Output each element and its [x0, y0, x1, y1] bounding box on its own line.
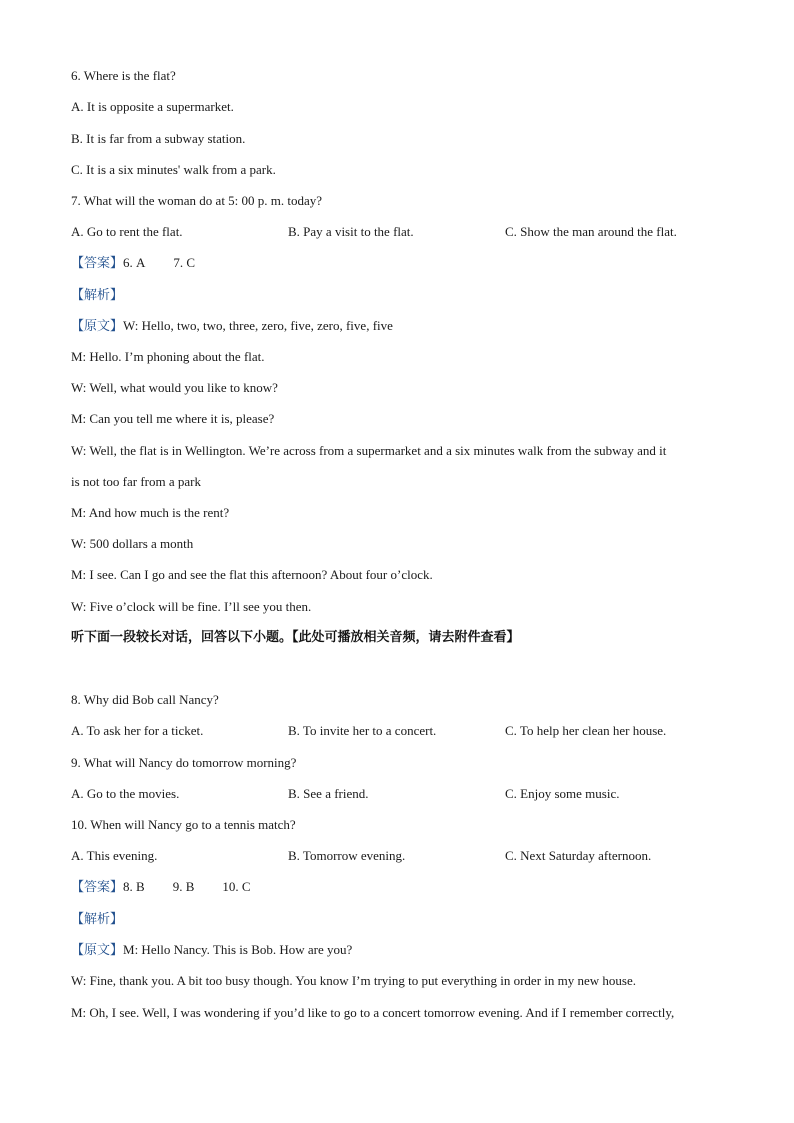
q10-option-c: C. Next Saturday afternoon.: [505, 848, 652, 863]
question-8: 8. Why did Bob call Nancy?: [71, 692, 219, 707]
transcript-1-line-1: [71, 317, 393, 336]
transcript-tag: 【原文】: [71, 319, 124, 334]
transcript-1-line-7: M: And how much is the rent?: [71, 505, 230, 520]
q8-option-a: A. To ask her for a ticket.: [71, 723, 204, 738]
answer-7: 7. C: [173, 255, 196, 270]
analysis-tag: 【解析】: [71, 912, 124, 927]
answer-10: 10. C: [222, 879, 251, 894]
answer-tag: 【答案】: [71, 880, 124, 895]
q9-option-b: B. See a friend.: [288, 786, 369, 801]
answer-tag: 【答案】: [71, 256, 124, 271]
q7-option-c: C. Show the man around the flat.: [505, 224, 677, 239]
transcript-2-line-1: [71, 941, 352, 960]
transcript-1-line-8: W: 500 dollars a month: [71, 536, 194, 551]
answer-9: 9. B: [172, 879, 195, 894]
transcript-2-line-2: W: Fine, thank you. A bit too busy though. You know I’m trying to put everything in order in my new house.: [71, 973, 636, 988]
answer-8: 8. B: [123, 879, 145, 894]
q9-option-c: C. Enjoy some music.: [505, 786, 620, 801]
question-10: 10. When will Nancy go to a tennis match?: [71, 817, 296, 832]
question-9: 9. What will Nancy do tomorrow morning?: [71, 755, 297, 770]
transcript-1-line-5: W: Well, the flat is in Wellington. We’re across from a supermarket and a six minutes walk from the subway and it: [71, 443, 667, 458]
q10-option-a: A. This evening.: [71, 848, 158, 863]
transcript-1-line-6: is not too far from a park: [71, 474, 201, 489]
analysis-line-1: [71, 286, 123, 305]
transcript-1-line-4: M: Can you tell me where it is, please?: [71, 411, 275, 426]
listening-instruction: 听下面一段较长对话，回答以下小题。【此处可播放相关音频，请去附件查看】: [71, 630, 520, 645]
q8-option-b: B. To invite her to a concert.: [288, 723, 437, 738]
answer-6: 6. A: [123, 255, 146, 270]
q10-option-b: B. Tomorrow evening.: [288, 848, 406, 863]
transcript-1-line-9: M: I see. Can I go and see the flat this afternoon? About four o’clock.: [71, 567, 433, 582]
q6-option-a: A. It is opposite a supermarket.: [71, 99, 234, 114]
question-6: 6. Where is the flat?: [71, 68, 176, 83]
q7-option-b: B. Pay a visit to the flat.: [288, 224, 414, 239]
analysis-tag: 【解析】: [71, 288, 124, 303]
answer-line-2: [71, 878, 251, 897]
transcript-text: W: Hello, two, two, three, zero, five, zero, five, five: [123, 318, 393, 333]
q6-option-c: C. It is a six minutes' walk from a park.: [71, 162, 276, 177]
transcript-text: M: Hello Nancy. This is Bob. How are you?: [123, 942, 353, 957]
q8-option-c: C. To help her clean her house.: [505, 723, 667, 738]
answer-line-1: [71, 254, 195, 273]
q7-option-a: A. Go to rent the flat.: [71, 224, 183, 239]
analysis-line-2: [71, 910, 123, 929]
q6-option-b: B. It is far from a subway station.: [71, 131, 246, 146]
transcript-tag: 【原文】: [71, 943, 124, 958]
transcript-2-line-3: M: Oh, I see. Well, I was wondering if you’d like to go to a concert tomorrow evening. And if I remember correctly,: [71, 1005, 675, 1020]
transcript-1-line-10: W: Five o’clock will be fine. I’ll see you then.: [71, 599, 312, 614]
transcript-1-line-2: M: Hello. I’m phoning about the flat.: [71, 349, 265, 364]
question-7: 7. What will the woman do at 5: 00 p. m. today?: [71, 193, 323, 208]
q9-option-a: A. Go to the movies.: [71, 786, 180, 801]
transcript-1-line-3: W: Well, what would you like to know?: [71, 380, 278, 395]
